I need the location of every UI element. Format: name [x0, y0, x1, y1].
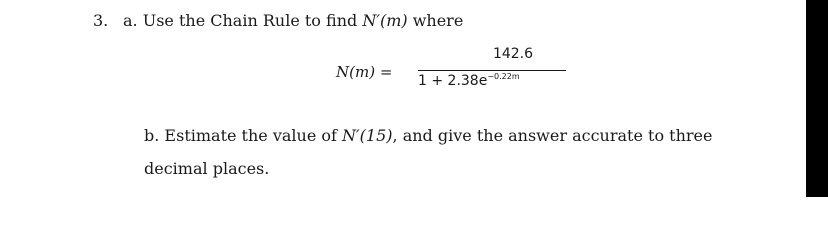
part-a-label: a.: [123, 11, 138, 30]
part-b-derivative-value: N′(15): [342, 126, 393, 145]
formula-fraction: [418, 46, 570, 102]
part-b-text-after: , and give the answer accurate to three: [392, 126, 713, 145]
part-a-derivative-symbol: N′(m): [362, 11, 408, 30]
formula-lhs: N(m) =: [336, 63, 393, 81]
part-b-question-line1: [144, 126, 712, 146]
formula-numerator: 142.6: [492, 46, 534, 62]
denominator-base: 1 + 2.38e: [418, 73, 488, 89]
part-b-question-line2: decimal places.: [144, 159, 270, 178]
part-a-text-after: where: [407, 11, 464, 30]
part-b-text-before: Estimate the value of: [164, 126, 343, 145]
part-a-text-before: Use the Chain Rule to find: [142, 11, 363, 30]
right-edge-bar: [806, 0, 828, 197]
fraction-bar: [418, 70, 566, 71]
part-a-question: [123, 11, 463, 31]
denominator-exponent: −0.22m: [487, 72, 520, 81]
part-b-label: b.: [144, 126, 160, 145]
formula-denominator: [418, 73, 520, 89]
problem-number: 3.: [93, 11, 109, 30]
